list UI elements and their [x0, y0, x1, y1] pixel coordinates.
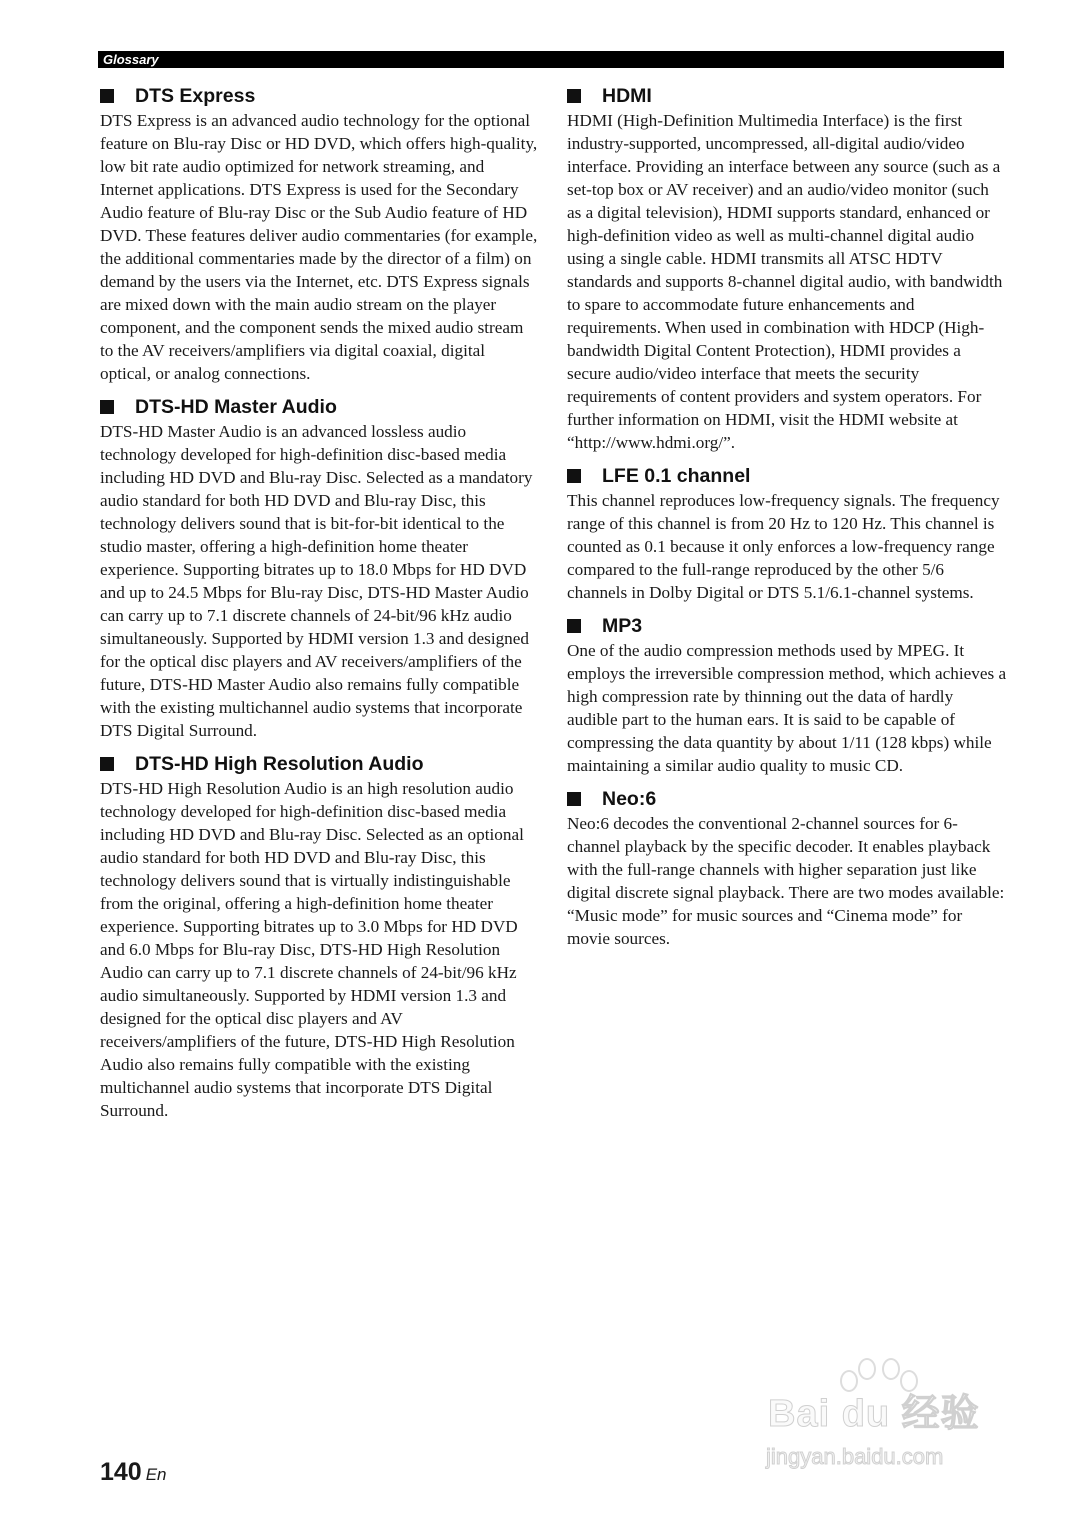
entry-body: DTS-HD Master Audio is an advanced lossless audio technology developed for high-definition disc-based media including HD DVD and Blu-ray Disc. Selected as a mandatory audio standard for both HD DVD and Blu-ray Disc, this technology delivers sound that is bit-for-bit identical to the studio master, offering a high-definition home theater experience. Supporting bitrates up to 18.0 Mbps for HD DVD and up to 24.5 Mbps for Blu-ray Disc, DTS-HD Master Audio can carry up to 7.1 discrete channels of 24-bit/96 kHz audio simultaneously. Supported by HDMI version 1.3 and designed for the optical disc players and AV receivers/amplifiers of the future, DTS-HD Master Audio also remains fully compatible with the existing multichannel audio systems that incorporate DTS Digital Surround.	[100, 422, 533, 740]
entry-body: HDMI (High-Definition Multimedia Interface) is the first industry-supported, uncompressed, all-digital audio/video interface. Providing an interface between any source (such as a set-top box or AV receiver) and an audio/video monitor (such as a digital television), HDMI supports standard, enhanced or high-definition video as well as multi-channel digital audio using a single cable. HDMI transmits all ATSC HDTV standards and supports 8-channel digital audio, with bandwidth to spare to accommodate future enhancements and requirements. When used in combination with HDCP (High-bandwidth Digital Content Protection), HDMI provides a secure audio/video interface that meets the security requirements of content providers and system operators. For further information on HDMI, visit the HDMI website at “http://www.hdmi.org/”.	[567, 111, 1003, 452]
entry-heading	[100, 84, 540, 109]
entry-title: DTS-HD High Resolution Audio	[135, 753, 424, 775]
square-bullet-icon	[567, 469, 581, 483]
paw-icon	[900, 1370, 918, 1392]
entry-heading	[567, 787, 1007, 812]
entry-heading	[100, 395, 540, 420]
watermark-logo: Bai du 经验	[768, 1393, 980, 1435]
square-bullet-icon	[567, 792, 581, 806]
entry-body: This channel reproduces low-frequency signals. The frequency range of this channel is from 20 Hz to 120 Hz. This channel is counted as 0.1 because it only enforces a low-frequency range compared to the full-range reproduced by the other 5/6 channels in Dolby Digital or DTS 5.1/6.1-channel systems.	[567, 491, 1000, 602]
glossary-entry	[100, 84, 540, 385]
square-bullet-icon	[100, 757, 114, 771]
section-header-bar	[98, 51, 1004, 68]
entry-heading	[567, 464, 1007, 489]
entry-title: LFE 0.1 channel	[602, 465, 751, 487]
entry-title: DTS-HD Master Audio	[135, 396, 337, 418]
glossary-entry	[567, 84, 1007, 454]
paw-icon	[840, 1370, 858, 1392]
entry-title: Neo:6	[602, 788, 657, 810]
glossary-entry	[100, 752, 540, 1122]
entry-heading	[567, 614, 1007, 639]
page-number	[100, 1458, 167, 1487]
glossary-entry	[567, 464, 1007, 604]
glossary-entry	[567, 787, 1007, 950]
entry-body: Neo:6 decodes the conventional 2-channel sources for 6-channel playback by the specific decoder. It enables playback with the full-range channels with higher separation just like digital discrete signal playback. There are two modes available: “Music mode” for music sources and “Cinema mode” for movie sources.	[567, 814, 1005, 948]
entry-title: HDMI	[602, 85, 652, 107]
watermark-url: jingyan.baidu.com	[766, 1444, 944, 1469]
entry-title: MP3	[602, 615, 643, 637]
glossary-entry	[567, 614, 1007, 777]
right-column	[567, 84, 1007, 960]
entry-body: DTS Express is an advanced audio technology for the optional feature on Blu-ray Disc or HD DVD, which offers high-quality, low bit rate audio optimized for network streaming, and Internet applications. DTS Express is used for the Secondary Audio feature of Blu-ray Disc or the Sub Audio feature of HD DVD. These features deliver audio commentaries (for example, the additional commentaries made by the director of a film) on demand by the users via the Internet, etc. DTS Express signals are mixed down with the main audio stream on the player component, and the component sends the mixed audio stream to the AV receivers/amplifiers via digital coaxial, digital optical, or analog connections.	[100, 111, 538, 383]
entry-heading	[100, 752, 540, 777]
entry-title: DTS Express	[135, 85, 256, 107]
section-title: Glossary	[103, 52, 159, 67]
square-bullet-icon	[567, 89, 581, 103]
baidu-watermark	[760, 1358, 1060, 1483]
glossary-entry	[100, 395, 540, 742]
square-bullet-icon	[100, 89, 114, 103]
entry-body: DTS-HD High Resolution Audio is an high resolution audio technology developed for high-definition disc-based media including HD DVD and Blu-ray Disc. Selected as an optional audio standard for both HD DVD and Blu-ray Disc, this technology delivers sound that is virtually indistinguishable from the original, offering a high-definition home theater experience. Supporting bitrates up to 3.0 Mbps for HD DVD and 6.0 Mbps for Blu-ray Disc, DTS-HD High Resolution Audio can carry up to 7.1 discrete channels of 24-bit/96 kHz audio simultaneously. Supported by HDMI version 1.3 and designed for the optical disc players and AV receivers/amplifiers of the future, DTS-HD High Resolution Audio also remains fully compatible with the existing multichannel audio systems that incorporate DTS Digital Surround.	[100, 779, 524, 1120]
square-bullet-icon	[567, 619, 581, 633]
page-number-value: 140	[100, 1458, 142, 1486]
square-bullet-icon	[100, 400, 114, 414]
entry-body: One of the audio compression methods used by MPEG. It employs the irreversible compression method, which achieves a high compression rate by thinning out the data of hardly audible part to the human ears. It is said to be capable of compressing the data quantity by about 1/11 (128 kbps) while maintaining a similar audio quality to music CD.	[567, 641, 1007, 775]
language-code: En	[145, 1465, 167, 1484]
paw-icon	[858, 1358, 876, 1380]
paw-icon	[882, 1358, 900, 1380]
left-column	[100, 84, 540, 1132]
entry-heading	[567, 84, 1007, 109]
